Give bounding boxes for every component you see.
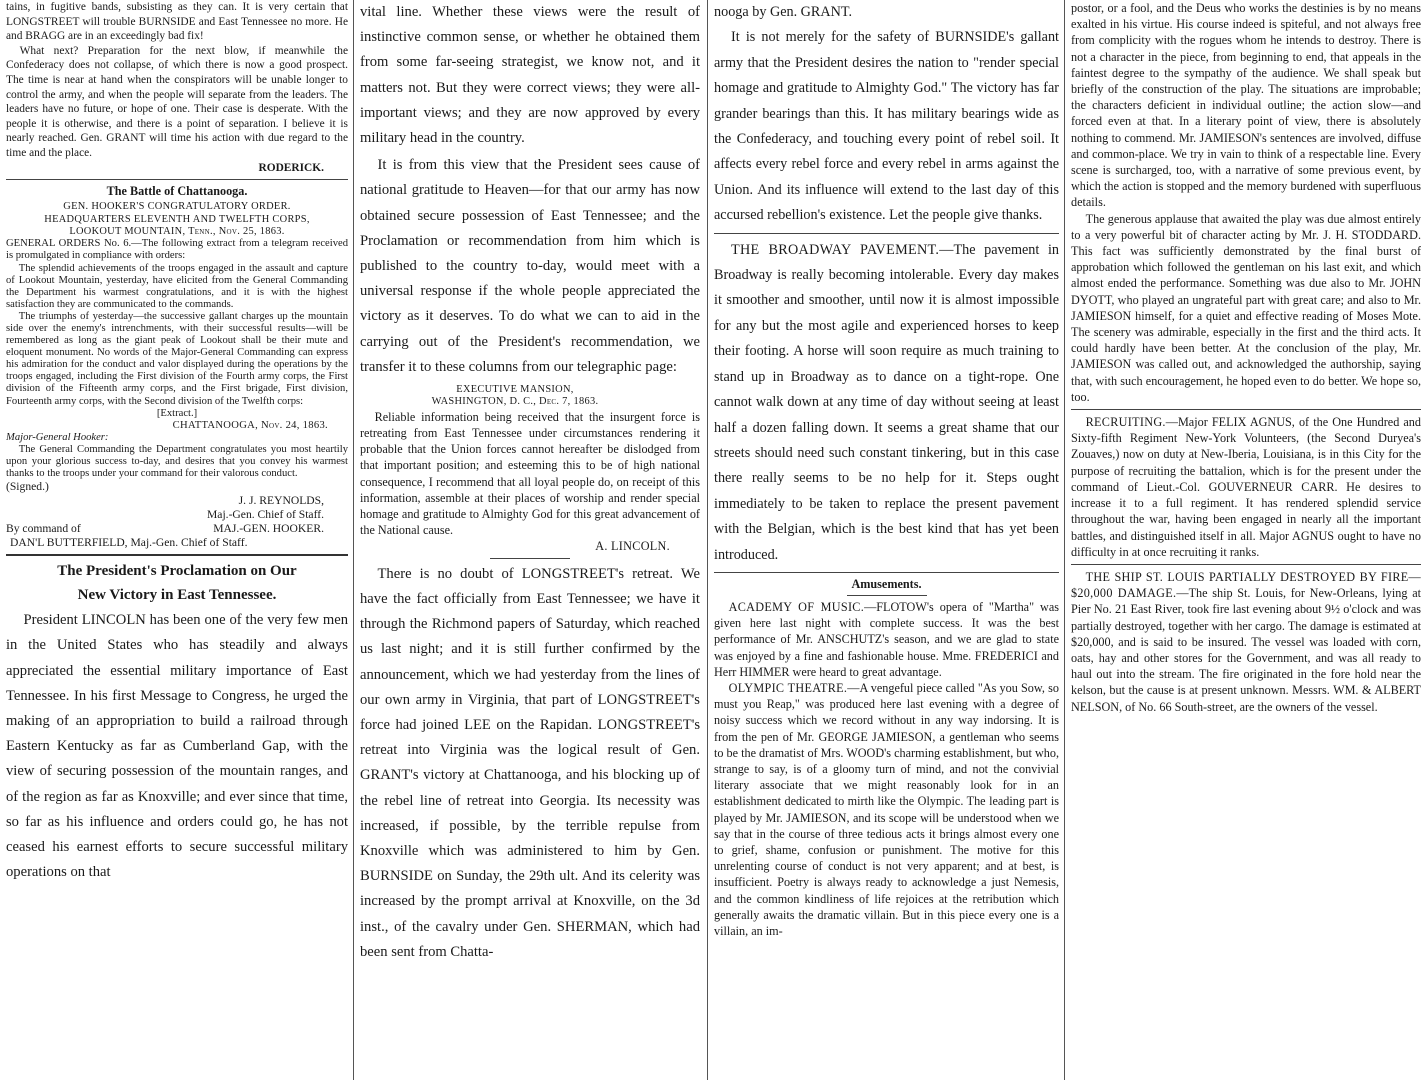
ship-fire-notice: [1071, 569, 1421, 715]
divider: [714, 572, 1059, 573]
divider: [490, 558, 570, 559]
roderick-letter-paragraph: What next? Preparation for the next blow, if meanwhile the Confederacy does not collapse, of which there is now a good prospect. The time is near at hand when the conspirators will be unable longer to control the army, and when the people will separate from the leaders. The leaders have no future, or hope of one. Their case is desperate. With the people it is otherwise, and there is a point of separation. I believe it is nearly reached. Gen. GRANT will time his action with due regard to the time and the place.: [6, 44, 348, 159]
article-continued: nooga by Gen. GRANT.: [714, 4, 853, 20]
divider: [6, 179, 348, 180]
broadway-text: —The pavement in Broadway is really becoming intolerable. Every day makes it smoother and smoother, until now it is almost impossible for any but the most agile and experienced horses to keep their footing. A horse will soon require as much training to stand up in Broadway as to dance on a tight-rope. One cannot walk down at any time of day without seeing at least half a dozen falling down. It seems a great shame that our streets should need such constant tinkering, but in this case there really seems to be no help for it. Steps ought immediately to be taken to replace the present pavement with the Belgian, which is the best kind that has yet been introduced.: [714, 241, 1059, 563]
olympic-review-paragraph: The generous applause that awaited the play was due almost entirely to a very powerful bit of character acting by Mr. J. H. STODDARD. This fact was sufficiently demonstrated by the final burst of approbation which followed the gentleman on his last exit, and which almost ended the performance. Something was due also to Mr. JOHN DYOTT, who played an ungrateful part with great care; and also to Mr. JAMIESON himself, for a quiet and effective reading of Moses Mote. The scenery was admirable, especially in the first and the third acts. It could hardly have been better. At the conclusion of the play, Mr. JAMIESON was called out, and acknowledged the authorship, saying that, with such encouragement, he hoped even to do better. We hope so, too.: [1071, 211, 1421, 404]
column-4: [1071, 0, 1421, 1080]
ship-fire-heading: THE SHIP ST. LOUIS PARTIALLY DESTROYED BY FIRE—$20,000 DAMAGE.: [1071, 569, 1421, 601]
column-rule: [353, 0, 354, 1080]
longstreet-retreat-article: There is no doubt of LONGSTREET's retreat. We have the fact officially from East Tennessee; we have it through the Richmond papers of Saturday, which reached us last night; and it is still further confirmed by the announcement, which we had yesterday from the lines of our own army in Virginia, that part of LONGSTREET's force had joined LEE on the Rapidan. LONGSTREET's retreat into Virginia was the logical result of Gen. GRANT's victory at Chattanooga, and his blocking up of the rebel line of retreat into Georgia. Its necessity was increased, if possible, by the terrible repulse from Knoxville which was administered to him by Gen. BURNSIDE on Sunday, the 29th ult. And its celerity was increased by the prompt arrival at Knoxville, on the 3d inst., of the cavalry under Gen. SHERMAN, which had been sent from Chatta-: [360, 565, 700, 960]
battle-heading: The Battle of Chattanooga.: [106, 184, 248, 199]
battle-signed-label: (Signed.): [6, 480, 49, 494]
battle-hq-line2: LOOKOUT MOUNTAIN, Tenn., Nov. 25, 1863.: [69, 225, 285, 237]
column-rule: [1064, 0, 1065, 1080]
recruiting-heading: RECRUITING.: [1085, 415, 1166, 430]
column-rule: [707, 0, 708, 1080]
executive-mansion-line2: WASHINGTON, D. C., Dec. 7, 1863.: [431, 396, 599, 408]
academy-of-music-notice: [714, 599, 1059, 680]
broadway-heading: THE BROADWAY PAVEMENT.: [731, 241, 940, 258]
battle-dateline: CHATTANOOGA, Nov. 24, 1863.: [172, 419, 328, 431]
battle-order-intro: GENERAL ORDERS No. 6.—The following extract from a telegram received is promulgated in compliance with orders:: [6, 238, 348, 262]
ship-fire-text: —The ship St. Louis, for New-Orleans, lying at Pier No. 21 East River, took fire last evening about 9½ o'clock and was partially destroyed, together with her cargo. The damage is estimated at $20,000, and is said to be insured. The vessel was loaded with corn, oats, hay and other stores for the Government, and was all ready to haul out into the stream. The fire originated in the fore hold near the kelson, but the cause is at present unknown. Messrs. WM. & ALBERT NELSON, of No. 66 South-street, are the owners of the vessel.: [1071, 586, 1421, 714]
battle-butterfield: DAN'L BUTTERFIELD, Maj.-Gen. Chief of Staff.: [10, 536, 248, 550]
roderick-signature: RODERICK.: [258, 161, 324, 174]
battle-subheading: GEN. HOOKER'S CONGRATULATORY ORDER.: [63, 201, 291, 213]
broadway-pavement-article: [714, 238, 1059, 568]
bycommand-label: By command of: [6, 522, 81, 536]
victory-article: It is not merely for the safety of BURNSIDE's gallant army that the President desires the nation to "render special homage and gratitude to Almighty God." The victory has far grander bearings than this. It has military bearings wide as the Confederacy, and touching every point of rebel soil. It affects every rebel force and every rebel in arms against the Union. And its influence will extend to the last day of this accursed rebellion's existence. Let the people give thanks.: [714, 29, 1059, 224]
proclamation-heading-line1: The President's Proclamation on Our: [57, 563, 297, 580]
divider: [6, 554, 348, 556]
academy-heading: ACADEMY OF MUSIC.: [728, 599, 865, 614]
recruiting-notice: [1071, 414, 1421, 560]
divider: [714, 233, 1059, 234]
olympic-heading: OLYMPIC THEATRE.: [728, 680, 848, 695]
proclamation-heading-line2: New Victory in East Tennessee.: [77, 587, 277, 604]
column-3: [714, 0, 1059, 1080]
divider: [847, 595, 927, 596]
executive-mansion-line1: EXECUTIVE MANSION,: [456, 384, 574, 396]
proclamation-article-continued: vital line. Whether these views were the result of instinctive common sense, or whether he obtained them from some far-seeing strategist, we know not, and it matters not. But they were correct views; they were all-important views; and they are now approved by every military head in the country.: [360, 4, 700, 147]
academy-text: —FLOTOW's opera of "Martha" was given here last night with complete success. It was the best performance of Mr. ANSCHUTZ's season, and we are glad to state was enjoyed by a fine and fashionable house. Mme. FREDERICI and Herr HIMMER were heard to great advantage.: [714, 599, 1059, 679]
olympic-theatre-notice: [714, 680, 1059, 939]
battle-order-paragraph: The triumphs of yesterday—the successive gallant charges up the mountain side over the enemy's intrenchments, with their successful results—will be remembered as long as the giant peak of Lookout shall be their mute and eloquent monument. No words of the Major-General Commanding can express his admiration for the conduct and valor displayed during the operations by the troops engaged, including the First division of the Fourth army corps, the First division of the Fifteenth army corps, and the First brigade, First division, Fourteenth army corps, with the Second division of the Twelfth corps:: [6, 310, 348, 407]
column-2: [360, 0, 700, 1080]
lincoln-signature: A. LINCOLN.: [595, 539, 670, 554]
divider: [1071, 564, 1421, 565]
amusements-heading: Amusements.: [851, 576, 922, 591]
proclamation-article-start: President LINCOLN has been one of the very few men in the United States who has steadily and always appreciated the essential military importance of East Tennessee. In his first Message to Congress, he urged the making of an appropriation to build a railroad through Eastern Kentucky as far as Cumberland Gap, with the view of securing possession of the mountain ranges, and of the region as far as Knoxville; and ever since that time, so far as his influence and orders could go, he has not ceased his earnest efforts to secure successful military operations on that: [6, 612, 348, 881]
roderick-letter-end: tains, in fugitive bands, subsisting as they can. It is very certain that LONGSTREET will trouble BURNSIDE and East Tennessee no more. He and BRAGG are in an exceedingly bad fix!: [6, 1, 348, 43]
battle-extract-label: [Extract.]: [156, 407, 198, 419]
battle-bycommand: [6, 522, 348, 536]
battle-order-paragraph: The splendid achievements of the troops engaged in the assault and capture of Lookout Mountain, yesterday, have elicited from the General Commanding the Department his warmest congratulations, and it is with the highest satisfaction they are communicated to the commands.: [6, 262, 348, 310]
bycommand-name: MAJ.-GEN. HOOKER.: [213, 522, 324, 536]
battle-addressee: Major-General Hooker:: [6, 431, 109, 443]
proclamation-article-paragraph: It is from this view that the President sees cause of national gratitude to Heaven—for that our army has now obtained secure possession of East Tennessee; and the Proclamation or recommendation from him which is published to the country to-day, would meet with a universal response if the whole people appreciated the victory as it deserves. To do what we can to aid in the carrying out of the President's recommendation, we transfer it to these columns from our telegraphic page:: [360, 157, 700, 375]
column-1: [6, 0, 348, 1080]
battle-hq-line1: HEADQUARTERS ELEVENTH AND TWELFTH CORPS,: [44, 213, 310, 225]
recruiting-text: —Major FELIX AGNUS, of the One Hundred and Sixty-fifth Regiment New-York Volunteers, (the Second Duryea's Zouaves,) now on duty at New-Iberia, Louisiana, is in this City for the purpose of recruiting the battalion, which is for the present under the command of Lieut.-Col. GOUVERNEUR CARR. He desires to increase it to a full regiment. It has rendered splendid service throughout the war, having been engaged in nearly all the important battles, and distinguished itself in all. Major AGNUS ought to have no difficulty in at once recruiting it ranks.: [1071, 415, 1421, 559]
lincoln-proclamation-text: Reliable information being received that the insurgent force is retreating from East Tennessee under circumstances rendering it probable that the Union forces cannot hereafter be dislodged from that important position; and esteeming this to be of high national consequence, I recommend that all loyal people do, on receipt of this information, assemble at their places of worship and render special homage and gratitude to Almighty God for this great advancement of the National cause.: [360, 409, 700, 538]
olympic-text: —A vengeful piece called "As you Sow, so must you Reap," was produced here last evening with a degree of noisy success which we record without in any way indorsing. It is from the pen of Mr. GEORGE JAMIESON, a gentleman who seems to be the dramatist of Mrs. WOOD's charming establishment, but who, strange to say, is of a gloomy turn of mind, and not the convivial literary associate that we might reasonably look for in an establishment dedicated to mirth like the Olympic. The leading part is played by Mr. JAMIESON, and its scope will be understood when we say that in the course of three tedious acts it brings almost every one to grief, shame, confusion or punishment. The motive for this unrelenting course of conduct is not very apparent; and at best, is insufficient. Poetry is always ready to acknowledge a just Nemesis, and the common kindliness of life rejoices at the retribution which generally awaits the dramatic villain. But in this piece every one is a villain, an im-: [714, 680, 1059, 938]
divider: [1071, 409, 1421, 410]
olympic-review-continued: postor, or a fool, and the Deus who works the destinies is by no means exalted in his virtue. His course indeed is spiteful, and not always free from complicity with the rogues whom he intends to destroy. There is not a character in the piece, from beginning to end, that appeals in the faintest degree to the sympathy of the audience. We shall speak but briefly of the construction of the play. The situations are improbable; the characters deficient in individual outline; the action slow—and forced even at that. In a literary point of view, there is absolutely nothing to commend. Mr. JAMIESON's sentences are involved, diffuse and common-place. We try in vain to think of a respectable line. Every scene is surcharged, too, with a narrative of some previous event, by which the action is stopped and the memory burdened with superfluous details.: [1071, 1, 1421, 210]
battle-signed-title: Maj.-Gen. Chief of Staff.: [207, 508, 324, 522]
battle-signed-name: J. J. REYNOLDS,: [238, 494, 324, 508]
battle-telegram: The General Commanding the Department congratulates you most heartily upon your glorious success to-day, and desires that you convey his warmest thanks to the troops under your command for their valorous conduct.: [6, 443, 348, 480]
